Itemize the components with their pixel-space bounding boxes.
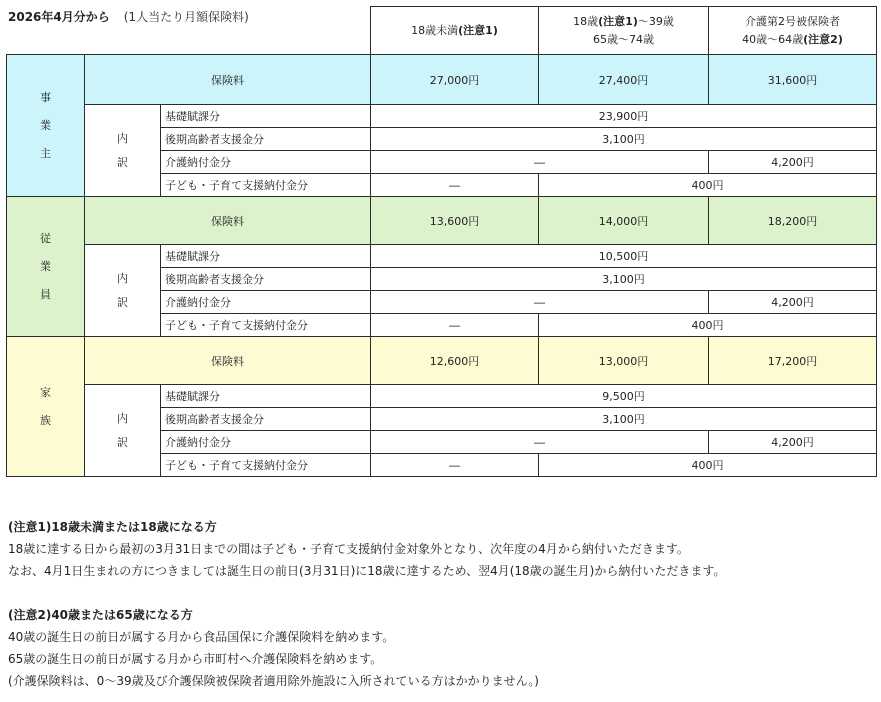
child-support-value: 400円 (539, 174, 877, 197)
care-value: 4,200円 (709, 151, 877, 174)
notes-section (8, 516, 874, 692)
note2-title: (注意2)40歳または65歳になる方 (8, 608, 193, 622)
child-support-label: 子ども・子育て支援納付金分 (161, 174, 371, 197)
care-value: 4,200円 (709, 291, 877, 314)
care-label: 介護納付金分 (161, 431, 371, 454)
elderly-support-label: 後期高齢者支援金分 (161, 128, 371, 151)
elderly-support-label: 後期高齢者支援金分 (161, 268, 371, 291)
premium-value: 31,600円 (709, 55, 877, 105)
note1-line: 18歳に達する日から最初の3月31日までの間は子ども・子育て支援納付金対象外となり、次年度の4月から納付いただきます。 (8, 542, 689, 556)
premium-value: 18,200円 (709, 197, 877, 245)
premium-label: 保険料 (85, 55, 371, 105)
care-label: 介護納付金分 (161, 291, 371, 314)
breakdown-label: 内 訳 (85, 105, 161, 197)
premium-value: 13,600円 (371, 197, 539, 245)
premium-label: 保険料 (85, 337, 371, 385)
basic-value: 10,500円 (371, 245, 877, 268)
elderly-support-value: 3,100円 (371, 268, 877, 291)
header-care-40-64: 介護第2号被保険者 40歳〜64歳(注意2) (709, 7, 877, 55)
child-support-dash: ― (371, 454, 539, 477)
premium-value: 27,000円 (371, 55, 539, 105)
child-support-label: 子ども・子育て支援納付金分 (161, 314, 371, 337)
group-label-employee: 従 業 員 (7, 197, 85, 337)
header-18-39-65-74: 18歳(注意1)〜39歳 65歳〜74歳 (539, 7, 709, 55)
child-support-label: 子ども・子育て支援納付金分 (161, 454, 371, 477)
elderly-support-value: 3,100円 (371, 408, 877, 431)
premium-value: 13,000円 (539, 337, 709, 385)
group-label-family: 家 族 (7, 337, 85, 477)
premium-value: 14,000円 (539, 197, 709, 245)
period-label: 2026年4月分から (8, 10, 110, 24)
basic-label: 基礎賦課分 (161, 245, 371, 268)
child-support-value: 400円 (539, 454, 877, 477)
premium-label: 保険料 (85, 197, 371, 245)
note2-line: (介護保険料は、0〜39歳及び介護保険被保険者適用除外施設に入所されている方はかかりません。) (8, 674, 539, 688)
child-support-dash: ― (371, 314, 539, 337)
care-label: 介護納付金分 (161, 151, 371, 174)
child-support-dash: ― (371, 174, 539, 197)
elderly-support-label: 後期高齢者支援金分 (161, 408, 371, 431)
care-value: 4,200円 (709, 431, 877, 454)
breakdown-label: 内 訳 (85, 385, 161, 477)
note1-title: (注意1)18歳未満または18歳になる方 (8, 520, 217, 534)
group-label-employer: 事 業 主 (7, 55, 85, 197)
child-support-value: 400円 (539, 314, 877, 337)
premium-value: 17,200円 (709, 337, 877, 385)
care-dash: ― (371, 151, 709, 174)
premium-table (6, 6, 877, 477)
basic-label: 基礎賦課分 (161, 385, 371, 408)
basic-label: 基礎賦課分 (161, 105, 371, 128)
note1-line: なお、4月1日生まれの方につきましては誕生日の前日(3月31日)に18歳に達するため、翌4月(18歳の誕生月)から納付いただきます。 (8, 564, 726, 578)
basic-value: 9,500円 (371, 385, 877, 408)
care-dash: ― (371, 291, 709, 314)
elderly-support-value: 3,100円 (371, 128, 877, 151)
header-under-18: 18歳未満(注意1) (371, 7, 539, 55)
unit-note: (1人当たり月額保険料) (123, 10, 249, 24)
breakdown-label: 内 訳 (85, 245, 161, 337)
premium-value: 12,600円 (371, 337, 539, 385)
care-dash: ― (371, 431, 709, 454)
premium-value: 27,400円 (539, 55, 709, 105)
note2-line: 40歳の誕生日の前日が属する月から食品国保に介護保険料を納めます。 (8, 630, 395, 644)
note2-line: 65歳の誕生日の前日が属する月から市町村へ介護保険料を納めます。 (8, 652, 383, 666)
basic-value: 23,900円 (371, 105, 877, 128)
